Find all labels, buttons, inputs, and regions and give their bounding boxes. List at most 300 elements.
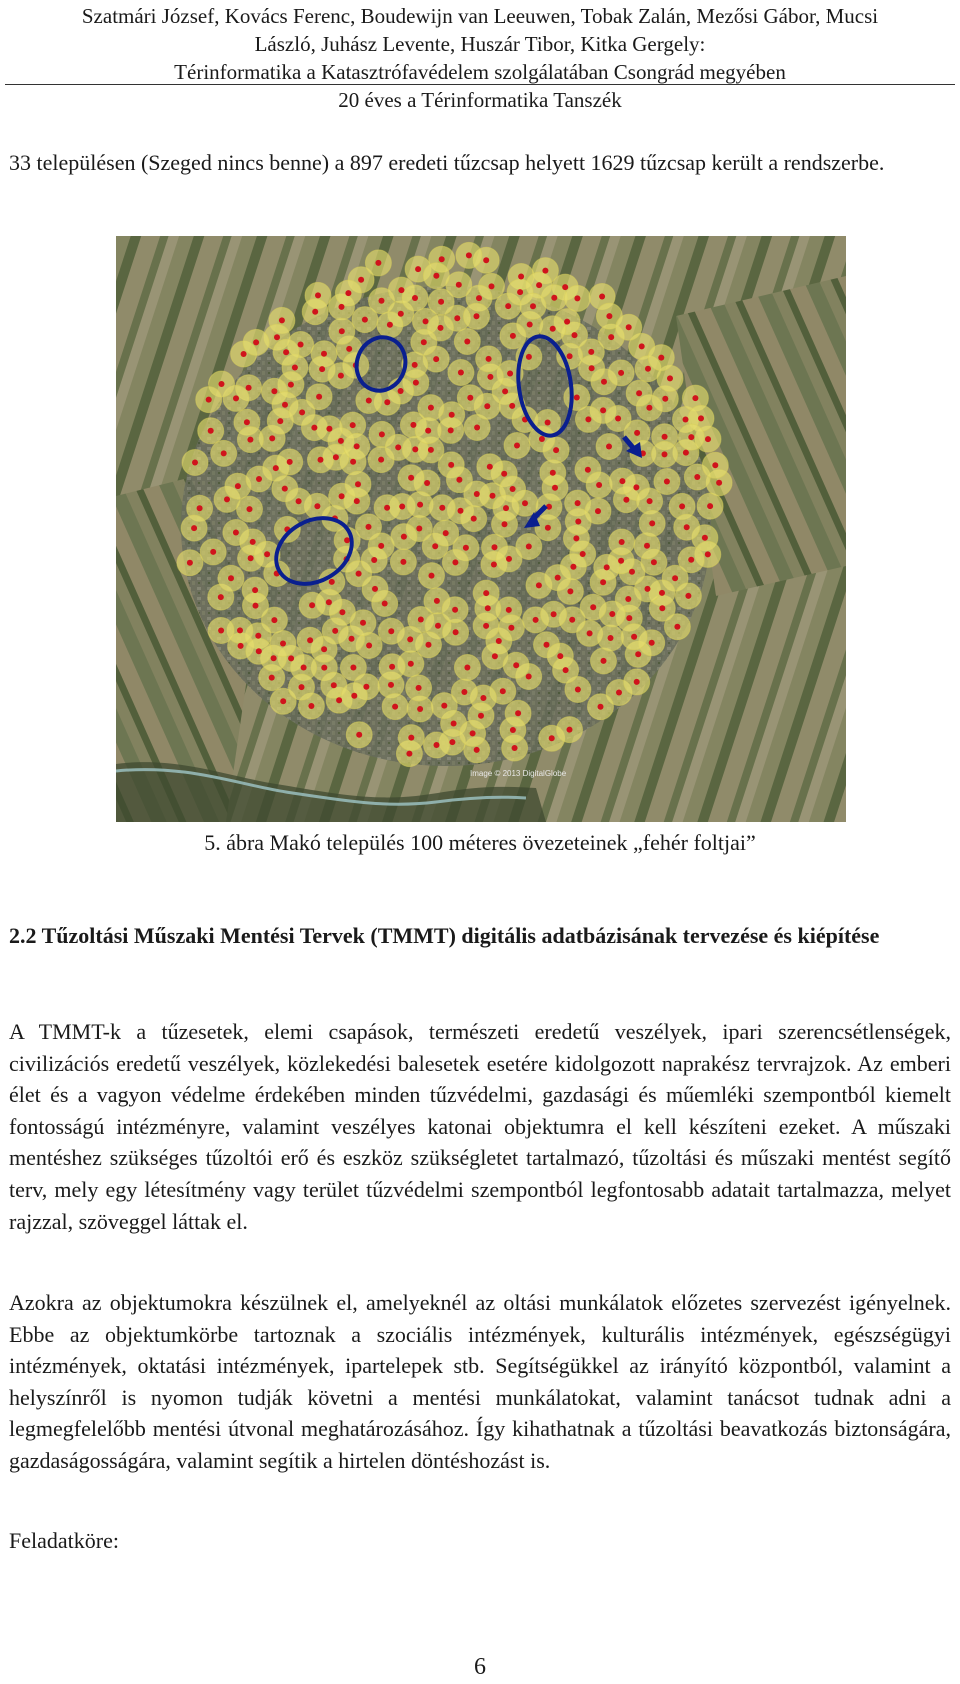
hydrant-point	[253, 603, 259, 609]
hydrant-point	[233, 530, 239, 536]
hydrant-point	[526, 544, 532, 550]
hydrant-point	[410, 422, 416, 428]
hydrant-point	[492, 544, 498, 550]
hydrant-point	[237, 627, 243, 633]
hydrant-point	[478, 713, 484, 719]
hydrant-point	[461, 689, 467, 695]
hydrant-point	[483, 257, 489, 263]
satellite-map-figure	[116, 236, 846, 822]
hydrant-point	[250, 539, 256, 545]
header-authors-line2: László, Juhász Levente, Huszár Tibor, Kitka Gergely:	[254, 32, 706, 56]
body-paragraph: Feladatköre:	[9, 1528, 119, 1553]
hydrant-point	[636, 390, 642, 396]
hydrant-point	[280, 641, 286, 647]
hydrant-point	[491, 562, 497, 568]
hydrant-point	[356, 732, 362, 738]
hydrant-point	[575, 519, 581, 525]
hydrant-point	[500, 688, 506, 694]
hydrant-point	[398, 311, 404, 317]
hydrant-point	[412, 362, 418, 368]
hydrant-point	[601, 658, 607, 664]
hydrant-point	[233, 395, 239, 401]
hydrant-point	[684, 524, 690, 530]
hydrant-point	[434, 742, 440, 748]
hydrant-point	[573, 535, 579, 541]
hydrant-point	[321, 646, 327, 652]
hydrant-point	[454, 315, 460, 321]
hydrant-point	[401, 534, 407, 540]
hydrant-point	[466, 252, 472, 258]
hydrant-point	[625, 596, 631, 602]
hydrant-point	[360, 620, 366, 626]
hydrant-point	[505, 303, 511, 309]
hydrant-point	[441, 703, 447, 709]
hydrant-point	[307, 637, 313, 643]
hydrant-point	[350, 665, 356, 671]
hydrant-point	[536, 282, 542, 288]
hydrant-point	[492, 653, 498, 659]
hydrant-point	[443, 530, 449, 536]
hydrant-point	[439, 505, 445, 511]
hydrant-point	[413, 380, 419, 386]
hydrant-point	[553, 447, 559, 453]
hydrant-point	[417, 502, 423, 508]
header-divider	[5, 84, 955, 85]
hydrant-point	[550, 326, 556, 332]
hydrant-point	[408, 735, 414, 741]
hydrant-point	[550, 470, 556, 476]
hydrant-point	[507, 371, 513, 377]
hydrant-point	[619, 539, 625, 545]
hydrant-point	[296, 498, 302, 504]
hydrant-point	[256, 476, 262, 482]
hydrant-point	[570, 564, 576, 570]
hydrant-point	[329, 579, 335, 585]
hydrant-point	[428, 447, 434, 453]
hydrant-point	[692, 395, 698, 401]
hydrant-point	[476, 295, 482, 301]
hydrant-point	[451, 721, 457, 727]
hydrant-point	[467, 395, 473, 401]
hydrant-point	[545, 420, 551, 426]
hydrant-point	[506, 607, 512, 613]
hydrant-point	[463, 545, 469, 551]
hydrant-point	[298, 342, 304, 348]
hydrant-point	[705, 436, 711, 442]
hydrant-point	[563, 667, 569, 673]
hydrant-point	[600, 407, 606, 413]
hydrant-point	[235, 483, 241, 489]
hydrant-point	[606, 313, 612, 319]
hydrant-point	[264, 551, 270, 557]
hydrant-point	[354, 443, 360, 449]
hydrant-point	[626, 324, 632, 330]
hydrant-point	[438, 299, 444, 305]
hydrant-point	[639, 343, 645, 349]
hydrant-point	[546, 504, 552, 510]
hydrant-point	[585, 467, 591, 473]
hydrant-point	[363, 684, 369, 690]
hydrant-point	[645, 586, 651, 592]
hydrant-point	[399, 504, 405, 510]
hydrant-point	[471, 516, 477, 522]
hydrant-point	[645, 366, 651, 372]
body-paragraph: A TMMT-k a tűzesetek, elemi csapások, természeti eredetű veszélyek, ipari szerencsétlenségek, civilizációs eredetű veszélyek, közlekedési balesetek esetére kidolgozott naprakész tervrajzok. Az emberi élet és a vagyon védelme érdekében minden tűzvédelmi, gazdasági és műemléki szempontból kiemelt fontosságú intézményre, valamint veszélyes katonai objektumra el kell készíteni ezeket. A műszaki mentéshez szükséges tűzoltói erő és eszköz szükségletet tartalmazó, tűzoltási és műszaki mentést segítő terv, mely egy létesítmény vagy terület tűzvédelmi szempontból legfontosabb adatait tartalmazza, melyet rajzzal, szöveggel láttak el.	[9, 1019, 951, 1234]
hydrant-point	[549, 735, 555, 741]
hydrant-point	[575, 687, 581, 693]
hydrant-point	[487, 374, 493, 380]
hydrant-point	[191, 525, 197, 531]
hydrant-point	[485, 605, 491, 611]
hydrant-point	[344, 537, 350, 543]
hydrant-point	[480, 695, 486, 701]
hydrant-point	[526, 354, 532, 360]
hydrant-point	[464, 665, 470, 671]
hydrant-point	[392, 704, 398, 710]
hydrant-point	[542, 268, 548, 274]
hydrant-point	[449, 412, 455, 418]
hydrant-point	[288, 655, 294, 661]
hydrant-point	[562, 284, 568, 290]
hydrant-point	[218, 594, 224, 600]
hydrant-point	[292, 365, 298, 371]
hydrant-point	[515, 710, 521, 716]
header-subtitle: 20 éves a Térinformatika Tanszék	[338, 88, 622, 112]
hydrant-point	[688, 434, 694, 440]
hydrant-point	[192, 460, 198, 466]
hydrant-point	[299, 409, 305, 415]
hydrant-point	[619, 478, 625, 484]
hydrant-point	[418, 617, 424, 623]
hydrant-point	[208, 428, 214, 434]
hydrant-point	[526, 674, 532, 680]
hydrant-point	[332, 628, 338, 634]
hydrant-point	[423, 318, 429, 324]
hydrant-point	[433, 273, 439, 279]
hydrant-point	[501, 471, 507, 477]
hydrant-point	[674, 624, 680, 630]
hydrant-point	[372, 586, 378, 592]
hydrant-point	[483, 590, 489, 596]
hydrant-point	[288, 382, 294, 388]
hydrant-point	[241, 351, 247, 357]
hydrant-point	[618, 370, 624, 376]
hydrant-point	[388, 628, 394, 634]
hydrant-point	[510, 727, 516, 733]
hydrant-point	[309, 602, 315, 608]
hydrant-point	[508, 625, 514, 631]
hydrant-point	[438, 325, 444, 331]
hydrant-point	[247, 506, 253, 512]
hydrant-point	[439, 256, 445, 262]
hydrant-point	[407, 636, 413, 642]
hydrant-point	[379, 298, 385, 304]
hydrant-point	[219, 381, 225, 387]
hydrant-point	[408, 661, 414, 667]
hydrant-point	[426, 642, 432, 648]
hydrant-point	[599, 294, 605, 300]
hydrant-point	[408, 475, 414, 481]
hydrant-point	[388, 682, 394, 688]
hydrant-point	[318, 457, 324, 463]
hydrant-point	[255, 633, 261, 639]
hydrant-point	[601, 379, 607, 385]
hydrant-point	[326, 426, 332, 432]
hydrant-point	[449, 739, 455, 745]
hydrant-point	[702, 535, 708, 541]
hydrant-point	[187, 560, 193, 566]
hydrant-point	[567, 727, 573, 733]
hydrant-point	[474, 425, 480, 431]
hydrant-point	[587, 630, 593, 636]
hydrant-point	[256, 648, 262, 654]
hydrant-point	[510, 333, 516, 339]
hydrant-point	[346, 346, 352, 352]
hydrant-point	[366, 643, 372, 649]
header-title: Térinformatika a Katasztrófavédelem szolgálatában Csongrád megyében	[174, 60, 786, 84]
hydrant-point	[387, 322, 393, 328]
hydrant-point	[575, 500, 581, 506]
hydrant-point	[458, 508, 464, 514]
hydrant-point	[321, 351, 327, 357]
hydrant-point	[224, 496, 230, 502]
hydrant-point	[539, 436, 545, 442]
hydrant-point	[453, 629, 459, 635]
hydrant-point	[311, 425, 317, 431]
hydrant-point	[464, 339, 470, 345]
hydrant-point	[651, 559, 657, 565]
hydrant-point	[474, 747, 480, 753]
hydrant-point	[552, 485, 558, 491]
hydrant-point	[246, 385, 252, 391]
hydrant-point	[269, 435, 275, 441]
hydrant-point	[314, 503, 320, 509]
hydrant-point	[282, 402, 288, 408]
hydrant-point	[502, 388, 508, 394]
hydrant-point	[433, 356, 439, 362]
hydrant-point	[647, 498, 653, 504]
intro-paragraph: 33 településen (Szeged nincs benne) a 897 eredeti tűzcsap helyett 1629 tűzcsap került a rendszerbe.	[9, 150, 885, 175]
hydrant-point	[358, 277, 364, 283]
hydrant-point	[395, 444, 401, 450]
hydrant-point	[244, 419, 250, 425]
hydrant-point	[375, 260, 381, 266]
hydrant-point	[434, 598, 440, 604]
hydrant-point	[416, 685, 422, 691]
hydrant-point	[448, 462, 454, 468]
hydrant-point	[536, 582, 542, 588]
hydrant-point	[606, 444, 612, 450]
hydrant-point	[336, 697, 342, 703]
hydrant-point	[679, 503, 685, 509]
hydrant-point	[486, 356, 492, 362]
hydrant-point	[658, 355, 664, 361]
hydrant-point	[662, 434, 668, 440]
hydrant-point	[595, 508, 601, 514]
hydrant-point	[218, 628, 224, 634]
hydrant-point	[339, 304, 345, 310]
hydrant-point	[421, 339, 427, 345]
hydrant-point	[474, 313, 480, 319]
hydrant-point	[301, 665, 307, 671]
imagery-watermark: Image © 2013 DigitalGlobe	[470, 769, 567, 778]
hydrant-point	[339, 493, 345, 499]
hydrant-point	[333, 454, 339, 460]
hydrant-point	[287, 459, 293, 465]
hydrant-point	[555, 575, 561, 581]
hydrant-point	[379, 431, 385, 437]
hydrant-point	[590, 604, 596, 610]
hydrant-point	[567, 353, 573, 359]
hydrant-point	[618, 558, 624, 564]
hydrant-point	[564, 319, 570, 325]
hydrant-point	[517, 289, 523, 295]
hydrant-point	[698, 415, 704, 421]
hydrant-point	[522, 500, 528, 506]
hydrant-point	[210, 549, 216, 555]
hydrant-point	[574, 295, 580, 301]
hydrant-point	[206, 397, 212, 403]
hydrant-point	[470, 730, 476, 736]
hydrant-point	[416, 526, 422, 532]
hydrant-point	[378, 457, 384, 463]
hydrant-point	[580, 551, 586, 557]
hydrant-point	[248, 555, 254, 561]
hydrant-point	[331, 682, 337, 688]
hydrant-point	[589, 365, 595, 371]
hydrant-point	[384, 505, 390, 511]
hydrant-point	[509, 403, 515, 409]
hydrant-point	[415, 266, 421, 272]
figure-caption: 5. ábra Makó település 100 méteres övezeteinek „fehér foltjai”	[204, 830, 756, 855]
hydrant-point	[274, 334, 280, 340]
hydrant-point	[683, 450, 689, 456]
hydrant-point	[667, 375, 673, 381]
hydrant-point	[362, 317, 368, 323]
hydrant-point	[366, 398, 372, 404]
hydrant-point	[384, 399, 390, 405]
hydrant-point	[626, 615, 632, 621]
hydrant-point	[269, 675, 275, 681]
hydrant-point	[351, 693, 357, 699]
hydrant-point	[572, 332, 578, 338]
hydrant-point	[326, 599, 332, 605]
hydrant-point	[456, 477, 462, 483]
hydrant-point	[646, 405, 652, 411]
hydrant-point	[228, 575, 234, 581]
body-paragraph: Azokra az objektumokra készülnek el, amelyeknél az oltási munkálatok előzetes szervezést igényelnek. Ebbe az objektumkörbe tartoznak a szociális intézmények, kulturális intézmények, egészségügyi intézmények, oktatási intézmények, ipartelepek stb. Segítségükkel az irányító központból, valamint a helyszínről is nyomon tudják követni a mentési munkálatokat, valamint tanácsot tudnak adni a legmegfelelőbb mentési útvonal meghatározásához. Így kihathatnak a tűzoltási beavatkozás biztonságára, gazdaságosságára, valamint segítik a hirtelen döntéshozást is.	[9, 1290, 951, 1473]
hydrant-point	[366, 524, 372, 530]
hydrant-point	[705, 551, 711, 557]
section-heading: 2.2 Tűzoltási Műszaki Mentési Tervek (TMMT) digitális adatbázisának tervezése és kiépítése	[9, 923, 880, 948]
hydrant-point	[585, 416, 591, 422]
hydrant-point	[345, 290, 351, 296]
hydrant-point	[474, 491, 480, 497]
hydrant-point	[600, 579, 606, 585]
hydrant-point	[533, 617, 539, 623]
hydrant-point	[662, 396, 668, 402]
hydrant-point	[623, 497, 629, 503]
hydrant-point	[280, 698, 286, 704]
hydrant-point	[338, 438, 344, 444]
hydrant-point	[567, 588, 573, 594]
hydrant-point	[349, 636, 355, 642]
hydrant-point	[355, 481, 361, 487]
hydrant-point	[252, 587, 258, 593]
hydrant-point	[694, 474, 700, 480]
hydrant-point	[382, 601, 388, 607]
hydrant-point	[238, 643, 244, 649]
hydrant-point	[483, 623, 489, 629]
hydrant-point	[608, 334, 614, 340]
hydrant-point	[283, 349, 289, 355]
hydrant-point	[308, 703, 314, 709]
hydrant-point	[616, 690, 622, 696]
hydrant-point	[544, 642, 550, 648]
hydrant-point	[634, 430, 640, 436]
hydrant-point	[510, 486, 516, 492]
hydrant-point	[371, 557, 377, 563]
hydrant-point	[496, 638, 502, 644]
hydrant-point	[716, 480, 722, 486]
hydrant-point	[502, 521, 508, 527]
hydrant-point	[221, 450, 227, 456]
hydrant-point	[321, 665, 327, 671]
hydrant-point	[527, 322, 533, 328]
hydrant-point	[429, 573, 435, 579]
hydrant-point	[513, 662, 519, 668]
hydrant-point	[273, 465, 279, 471]
hydrant-point	[569, 617, 575, 623]
hydrant-point	[339, 609, 345, 615]
hydrant-point	[608, 635, 614, 641]
buffer-zone-map	[116, 236, 846, 822]
hydrant-point	[428, 405, 434, 411]
hydrant-point	[557, 653, 563, 659]
hydrant-point	[631, 634, 637, 640]
hydrant-point	[707, 503, 713, 509]
page-number: 6	[474, 1654, 486, 1680]
hydrant-point	[406, 751, 412, 757]
hydrant-point	[354, 498, 360, 504]
hydrant-point	[389, 664, 395, 670]
hydrant-point	[588, 349, 594, 355]
hydrant-point	[448, 427, 454, 433]
hydrant-point	[412, 295, 418, 301]
hydrant-point	[435, 623, 441, 629]
hydrant-point	[315, 292, 321, 298]
hydrant-point	[339, 328, 345, 334]
hydrant-point	[506, 556, 512, 562]
hydrant-point	[452, 607, 458, 613]
hydrant-point	[299, 684, 305, 690]
hydrant-point	[683, 417, 689, 423]
hydrant-point	[551, 611, 557, 617]
hydrant-point	[350, 422, 356, 428]
hydrant-point	[432, 543, 438, 549]
hydrant-point	[424, 480, 430, 486]
hydrant-point	[574, 395, 580, 401]
hydrant-point	[279, 317, 285, 323]
hydrant-point	[664, 479, 670, 485]
hydrant-point	[489, 283, 495, 289]
hydrant-point	[604, 564, 610, 570]
hydrant-point	[512, 745, 518, 751]
hydrant-point	[487, 464, 493, 470]
hydrant-point	[400, 559, 406, 565]
hydrant-point	[514, 443, 520, 449]
hydrant-point	[452, 559, 458, 565]
